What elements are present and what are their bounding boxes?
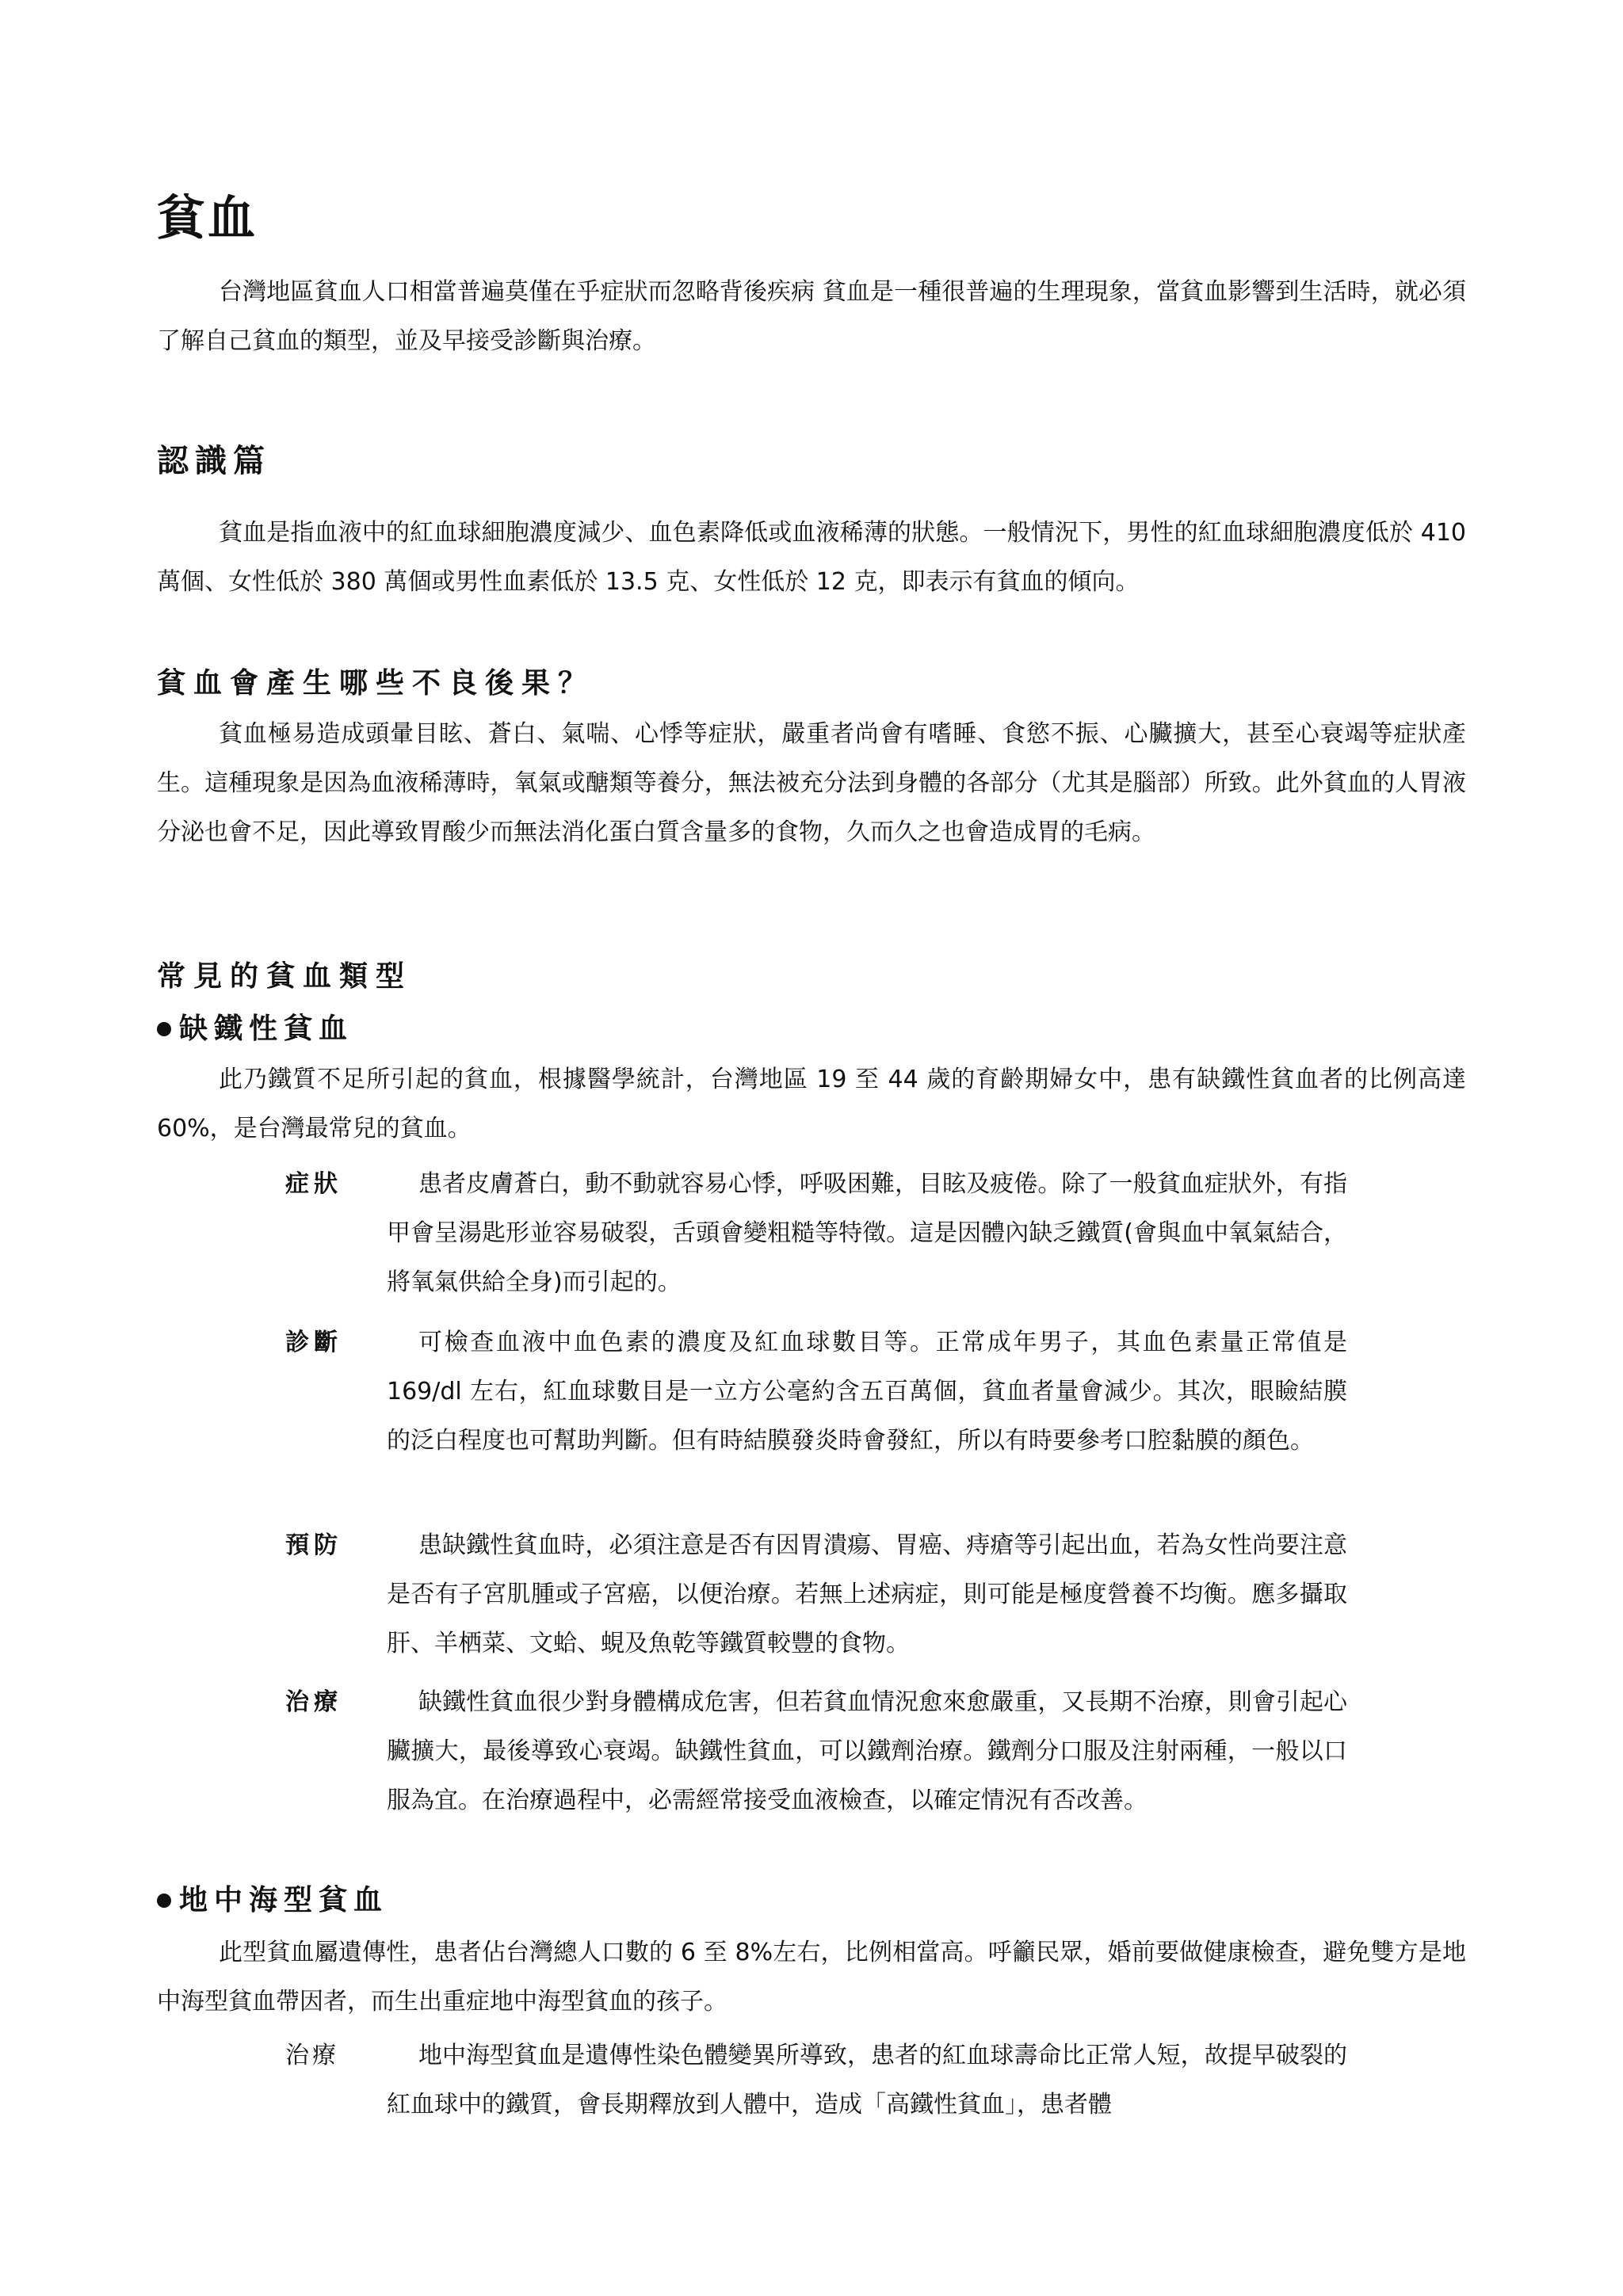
- iron-item-symptoms: [285, 1160, 1347, 1307]
- recognize-paragraph: 貧血是指血液中的紅血球細胞濃度減少、血色素降低或血液稀薄的狀態。一般情況下，男性的紅血球細胞濃度低於 410 萬個、女性低於 380 萬個或男性血素低於 13.5 克、女性低於 12 克，即表示有貧血的傾向。: [157, 519, 1466, 596]
- section-heading-consequences: 貧血會產生哪些不良後果？: [157, 667, 595, 700]
- page-title: 貧血: [157, 191, 258, 246]
- section-heading-recognize: 認識篇: [157, 443, 271, 479]
- consequences-paragraph: 貧血極易造成頭暈目眩、蒼白、氣喘、心悸等症狀，嚴重者尚會有嗜睡、食慾不振、心臟擴大，甚至心衰竭等症狀產生。這種現象是因為血液稀薄時，氧氣或醣類等養分，無法被充分法到身體的各部分（尤其是腦部）所致。此外貧血的人胃液分泌也會不足，因此導致胃酸少而無法消化蛋白質含量多的食物，久而久之也會造成胃的毛病。: [157, 720, 1466, 846]
- intro-paragraph: 台灣地區貧血人口相當普遍莫僅在乎症狀而忽略背後疾病 貧血是一種很普遍的生理現象，當貧血影響到生活時，就必須了解自己貧血的類型，並及早接受診斷與治療。: [157, 278, 1466, 355]
- item-label: 預防: [285, 1531, 342, 1559]
- item-text: 缺鐵性貧血很少對身體構成危害，但若貧血情況愈來愈嚴重，又長期不治療，則會引起心臟擴大，最後導致心衰竭。缺鐵性貧血，可以鐵劑治療。鐵劑分口服及注射兩種，一般以口服為宜。在治療過程中，必需經常接受血液檢查，以確定情況有否改善。: [387, 1688, 1347, 1814]
- iron-item-prevention: [285, 1521, 1347, 1669]
- item-text: 地中海型貧血是遺傳性染色體變異所導致，患者的紅血球壽命比正常人短，故提早破裂的紅血球中的鐵質，會長期釋放到人體中，造成「高鐵性貧血」，患者體: [387, 2042, 1347, 2119]
- thalassemia-item-treatment: [285, 2031, 1347, 2130]
- section-heading-types: 常見的貧血類型: [157, 960, 413, 993]
- iron-paragraph: 此乃鐵質不足所引起的貧血，根據醫學統計，台灣地區 19 至 44 歲的育齡期婦女中，患有缺鐵性貧血者的比例高達 60%，是台灣最常兒的貧血。: [157, 1066, 1466, 1142]
- bullet-icon: [157, 1022, 171, 1036]
- item-label: 治療: [285, 2042, 339, 2069]
- item-label: 診斷: [285, 1329, 342, 1356]
- iron-heading-text: 缺鐵性貧血: [179, 1013, 354, 1045]
- bullet-icon: [157, 1894, 171, 1908]
- item-text: 可檢查血液中血色素的濃度及紅血球數目等。正常成年男子，其血色素量正常值是 169/dl 左右，紅血球數目是一立方公毫約含五百萬個，貧血者量會減少。其次，眼瞼結膜的泛白程度也可幫助判斷。但有時結膜發炎時會發紅，所以有時要參考口腔黏膜的顏色。: [387, 1329, 1347, 1455]
- iron-item-diagnosis: [285, 1318, 1347, 1466]
- item-label: 症狀: [285, 1170, 342, 1198]
- thalassemia-paragraph: 此型貧血屬遺傳性，患者佔台灣總人口數的 6 至 8%左右，比例相當高。呼籲民眾，婚前要做健康檢查，避免雙方是地中海型貧血帶因者，而生出重症地中海型貧血的孩子。: [157, 1939, 1466, 2016]
- subsection-heading-iron: [157, 1009, 353, 1049]
- thalassemia-heading-text: 地中海型貧血: [179, 1884, 389, 1917]
- item-text: 患缺鐵性貧血時，必須注意是否有因胃潰瘍、胃癌、痔瘡等引起出血，若為女性尚要注意是否有子宮肌腫或子宮癌，以便治療。若無上述病症，則可能是極度營養不均衡。應多攝取肝、羊栖菜、文蛤、蜆及魚乾等鐵質較豐的食物。: [387, 1531, 1347, 1657]
- subsection-heading-thalassemia: [157, 1881, 388, 1920]
- iron-item-treatment: [285, 1678, 1347, 1825]
- item-text: 患者皮膚蒼白，動不動就容易心悸，呼吸困難，目眩及疲倦。除了一般貧血症狀外，有指甲會呈湯匙形並容易破裂，舌頭會變粗糙等特徵。這是因體內缺乏鐵質(會與血中氧氣結合，將氧氣供給全身)而引起的。: [387, 1170, 1347, 1296]
- item-label: 治療: [285, 1688, 342, 1716]
